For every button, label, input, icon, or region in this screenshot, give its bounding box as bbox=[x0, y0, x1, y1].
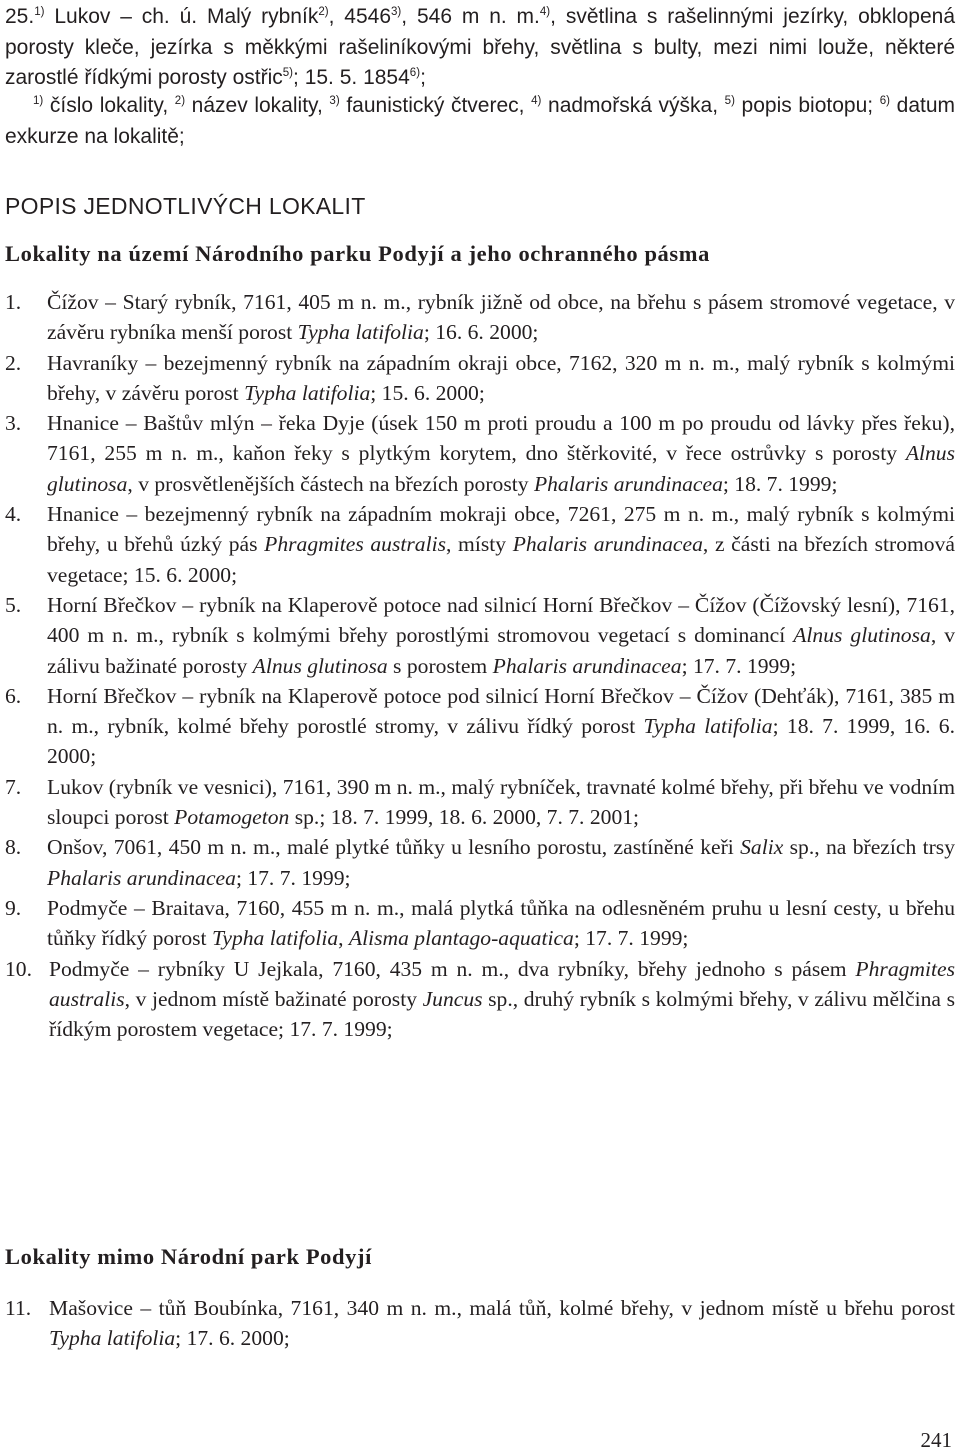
species-name: Typha latifolia bbox=[643, 714, 773, 739]
item-text bbox=[47, 681, 955, 772]
text-run: Podmyče – rybníky U Jejkala, 7160, 435 m n. m., dva rybníky, břehy jednoho s pásem bbox=[49, 956, 856, 981]
footnote-ref: 3) bbox=[329, 95, 340, 107]
species-name: Phragmites australis bbox=[49, 956, 955, 1011]
footnote-ref: 2) bbox=[318, 6, 329, 18]
item-number: 1. bbox=[5, 290, 22, 314]
footnote-ref: 5) bbox=[282, 67, 294, 79]
entry-text: ; bbox=[420, 66, 426, 89]
text-run: ; 16. 6. 2000; bbox=[423, 320, 539, 345]
footnote-ref: 1) bbox=[33, 95, 44, 107]
legend-text: číslo lokality, bbox=[43, 94, 175, 117]
item-text bbox=[47, 832, 955, 893]
item-number: 10. bbox=[5, 956, 32, 981]
item-text bbox=[47, 893, 955, 954]
item-number: 2. bbox=[5, 350, 22, 375]
list-item bbox=[5, 681, 955, 772]
legend-text: název lokality, bbox=[185, 94, 330, 117]
subheading-national-park: Lokality na území Národního parku Podyjí a jeho ochranného pásma bbox=[5, 241, 710, 266]
subheading-outside-park: Lokality mimo Národní park Podyjí bbox=[5, 1244, 372, 1269]
footnote-ref: 4) bbox=[539, 6, 551, 18]
legend-text: datum exkurze na lokalitě; bbox=[5, 94, 955, 148]
text-run: Čížov – Starý rybník, 7161, 405 m n. m., rybník jižně od obce, na břehu s pásem stromové vegetace, v závěru rybníka menší porost bbox=[47, 290, 955, 345]
item-text bbox=[49, 954, 955, 1045]
list-item bbox=[5, 499, 955, 590]
list-item bbox=[5, 772, 955, 833]
intro-entry bbox=[5, 2, 955, 94]
item-text bbox=[47, 408, 955, 499]
list-item bbox=[5, 408, 955, 499]
item-number: 3. bbox=[5, 411, 22, 436]
text-run: , místy bbox=[445, 532, 513, 557]
text-run: Horní Břečkov – rybník na Klaperově potoce nad silnicí Horní Břečkov – Čížov (Čížovský lesní), 7161, 400 m n. m., rybník s kolmými břehy porostlými stromovou vegetací s dominancí bbox=[47, 592, 955, 648]
item-text bbox=[47, 499, 955, 590]
list-item bbox=[5, 954, 955, 1045]
page-number: 241 bbox=[920, 1428, 952, 1452]
item-number: 6. bbox=[5, 683, 22, 708]
section-heading: POPIS JEDNOTLIVÝCH LOKALIT bbox=[5, 193, 366, 219]
item-number: 9. bbox=[5, 895, 22, 920]
species-name: Phalaris arundinacea bbox=[512, 532, 703, 557]
species-name: Salix bbox=[740, 835, 784, 860]
item-number: 5. bbox=[5, 592, 22, 617]
item-text bbox=[49, 1293, 955, 1354]
footnote-ref: 6) bbox=[879, 95, 891, 107]
list-item bbox=[5, 1293, 955, 1354]
species-name: Potamogeton bbox=[174, 805, 290, 830]
text-run: ; 18. 7. 1999; bbox=[722, 471, 838, 496]
text-run: ; 17. 7. 1999; bbox=[235, 865, 351, 890]
legend-text: popis biotopu; bbox=[734, 94, 880, 117]
species-name: Typha latifolia bbox=[244, 380, 371, 405]
text-run: ; 17. 6. 2000; bbox=[175, 1326, 290, 1351]
text-run: Havraníky – bezejmenný rybník na západním okraji obce, 7162, 320 m n. m., malý rybník s kolmými břehy, v závěru porost bbox=[47, 350, 955, 405]
item-text bbox=[47, 348, 955, 409]
item-text bbox=[47, 590, 955, 681]
footnote-ref: 2) bbox=[174, 95, 186, 107]
item-text bbox=[47, 287, 955, 348]
footnote-ref: 4) bbox=[531, 95, 542, 107]
species-name: Alisma plantago-aquatica bbox=[348, 926, 574, 951]
footnote-ref: 5) bbox=[724, 95, 735, 107]
species-name: Phalaris arundinacea bbox=[47, 865, 236, 890]
legend-text: faunistický čtverec, bbox=[339, 94, 532, 117]
field-legend bbox=[5, 91, 955, 152]
text-run: , v zálivu bažinaté porosty bbox=[47, 623, 955, 678]
text-run: ; 17. 7. 1999; bbox=[573, 926, 689, 951]
text-run: Hnanice – bezejmenný rybník na západním mokraji obce, 7261, 275 m n. m., malý rybník s kolmými břehy, u břehů úzký pás bbox=[47, 502, 955, 557]
text-run: Onšov, 7061, 450 m n. m., malé plytké tůňky u lesního porostu, zastíněné keři bbox=[47, 835, 741, 860]
text-run: Mašovice – tůň Boubínka, 7161, 340 m n. m., malá tůň, kolmé břehy, v jednom místě u břehu porost bbox=[49, 1296, 955, 1320]
text-run: , z části na březích stromová vegetace; 15. 6. 2000; bbox=[47, 532, 955, 587]
species-name: Phalaris arundinacea bbox=[533, 471, 723, 496]
entry-number: 25. bbox=[5, 5, 35, 28]
list-item bbox=[5, 893, 955, 954]
list-item bbox=[5, 348, 955, 409]
item-number: 7. bbox=[5, 774, 22, 799]
text-run: , bbox=[338, 926, 349, 951]
text-run: Horní Břečkov – rybník na Klaperově potoce pod silnicí Horní Břečkov – Čížov (Dehťák), 7161, 385 m n. m., rybník, kolmé břehy porostlé stromy, v zálivu řídký porost bbox=[47, 683, 955, 739]
species-name: Typha latifolia bbox=[297, 320, 424, 345]
entry-text: , 546 m n. m. bbox=[401, 5, 540, 28]
locality-list-park bbox=[5, 287, 955, 1044]
species-name: Typha latifolia bbox=[49, 1326, 176, 1351]
text-run: sp., na březích trsy bbox=[783, 835, 955, 860]
text-run: ; 18. 7. 1999, 16. 6. 2000; bbox=[47, 714, 956, 769]
text-run: sp.; 18. 7. 1999, 18. 6. 2000, 7. 7. 2001; bbox=[289, 805, 640, 830]
species-name: Alnus glutinosa bbox=[47, 441, 955, 496]
legend-text: nadmořská výška, bbox=[541, 94, 725, 117]
item-number: 11. bbox=[5, 1296, 32, 1320]
entry-text: , světlina s rašelinnými jezírky, obklopená porosty kleče, jezírka s měkkými rašeliníkovými břehy, světlina s bulty, mezi nimi louže, některé zarostlé řídkými porosty ostřic bbox=[5, 5, 956, 89]
entry-text: , 4546 bbox=[328, 5, 392, 28]
text-run: , v prosvětlenějších částech na březích porosty bbox=[127, 471, 534, 496]
footnote-ref: 6) bbox=[409, 67, 421, 79]
text-run: Hnanice – Baštův mlýn – řeka Dyje (úsek 150 m proti proudu a 100 m po proudu od lávky přes řeku), 7161, 255 m n. m., kaňon řeky s plytkým korytem, dno štěrkovité, v řece ostrůvky s porosty bbox=[47, 411, 955, 466]
list-item bbox=[5, 590, 955, 681]
text-run: s porostem bbox=[387, 653, 493, 678]
text-run: Lukov (rybník ve vesnici), 7161, 390 m n. m., malý rybníček, travnaté kolmé břehy, při břehu ve vodním sloupci porost bbox=[47, 774, 955, 830]
item-text bbox=[47, 772, 955, 833]
entry-text: Lukov – ch. ú. Malý rybník bbox=[44, 5, 319, 28]
text-run: Podmyče – Braitava, 7160, 455 m n. m., malá plytká tůňka na odlesněném pruhu u lesní cesty, u břehu tůňky řídký porost bbox=[47, 895, 955, 951]
species-name: Juncus bbox=[422, 986, 483, 1011]
species-name: Alnus glutinosa bbox=[252, 653, 388, 678]
species-name: Typha latifolia bbox=[211, 926, 339, 951]
locality-list-outside bbox=[5, 1293, 955, 1354]
entry-text: ; 15. 5. 1854 bbox=[293, 66, 410, 89]
list-item bbox=[5, 287, 955, 348]
text-run: , v jednom místě bažinaté porosty bbox=[124, 986, 423, 1011]
item-number: 8. bbox=[5, 835, 22, 860]
text-run: ; 17. 7. 1999; bbox=[681, 653, 797, 678]
species-name: Alnus glutinosa bbox=[793, 623, 931, 648]
species-name: Phalaris arundinacea bbox=[492, 653, 682, 678]
species-name: Phragmites australis bbox=[264, 532, 446, 557]
footnote-ref: 1) bbox=[34, 6, 45, 18]
text-run: sp., druhý rybník s kolmými břehy, v zálivu mělčina s řídkým porostem vegetace; 17. 7. 1999; bbox=[49, 986, 955, 1042]
text-run: ; 15. 6. 2000; bbox=[370, 380, 485, 405]
list-item bbox=[5, 832, 955, 893]
footnote-ref: 3) bbox=[391, 6, 402, 18]
item-number: 4. bbox=[5, 502, 22, 527]
